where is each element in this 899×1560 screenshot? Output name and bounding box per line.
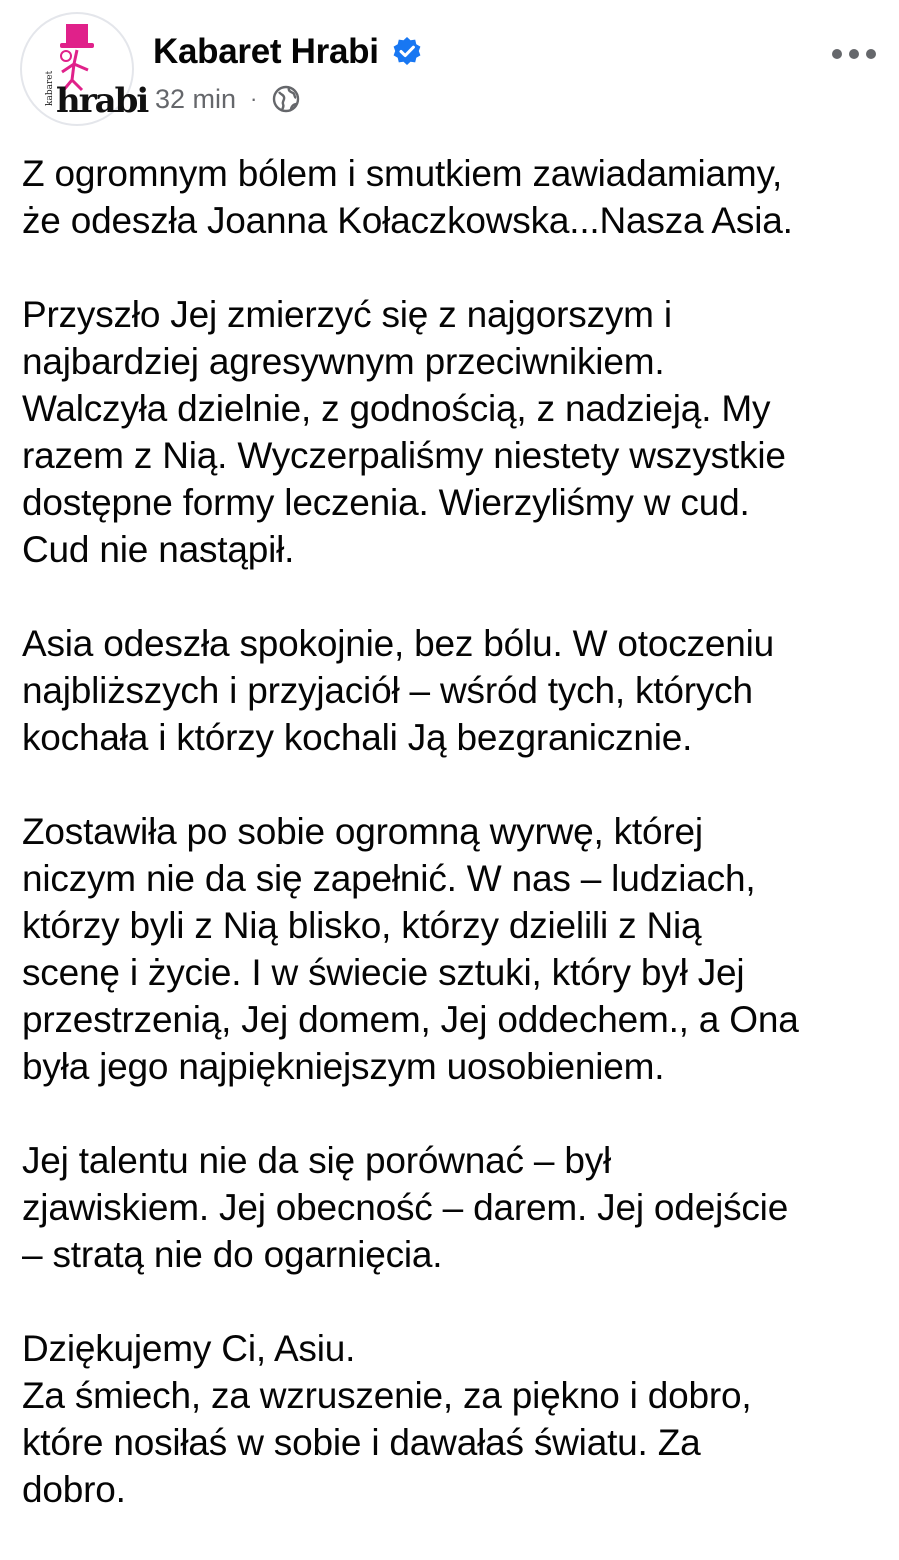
post-paragraph <box>22 1325 882 1513</box>
meta-separator: · <box>250 86 258 111</box>
text-line: najbardziej agresywnym przeciwnikiem. <box>22 341 665 382</box>
post-header <box>0 0 899 140</box>
avatar[interactable] <box>20 12 148 126</box>
text-line: Jej talentu nie da się porównać – był <box>22 1140 612 1181</box>
post-paragraph <box>22 291 882 573</box>
post-text <box>22 150 882 1560</box>
text-line: Z ogromnym bólem i smutkiem zawiadamiamy, <box>22 153 783 194</box>
text-line: Zostawiła po sobie ogromną wyrwę, której <box>22 811 703 852</box>
post-paragraph <box>22 150 882 244</box>
text-line: przestrzenią, Jej domem, Jej oddechem., a Ona <box>22 999 799 1040</box>
more-options-icon <box>830 47 878 61</box>
verified-badge-icon <box>391 36 423 68</box>
svg-text:hrabi: hrabi <box>56 81 148 121</box>
text-line: kochała i którzy kochali Ją bezgranicznie. <box>22 717 693 758</box>
page-name[interactable]: Kabaret Hrabi <box>153 32 379 71</box>
globe-icon[interactable] <box>271 84 301 114</box>
post-meta <box>155 82 301 116</box>
kabaret-hrabi-logo-icon <box>22 14 148 124</box>
text-line: – stratą nie do ogarnięcia. <box>22 1234 443 1275</box>
text-line: zjawiskiem. Jej obecność – darem. Jej odejście <box>22 1187 789 1228</box>
more-options-button[interactable] <box>826 32 882 76</box>
text-line: najbliższych i przyjaciół – wśród tych, których <box>22 670 753 711</box>
text-line: Walczyła dzielnie, z godnością, z nadzieją. My <box>22 388 771 429</box>
text-line: razem z Nią. Wyczerpaliśmy niestety wszystkie <box>22 435 786 476</box>
post-paragraph <box>22 1137 882 1278</box>
author-row <box>153 30 423 74</box>
text-line: Asia odeszła spokojnie, bez bólu. W otoczeniu <box>22 623 774 664</box>
text-line: Przyszło Jej zmierzyć się z najgorszym i <box>22 294 672 335</box>
text-line: że odeszła Joanna Kołaczkowska...Nasza Asia. <box>22 200 793 241</box>
text-line: Za śmiech, za wzruszenie, za piękno i dobro, <box>22 1375 752 1416</box>
text-line: Dziękujemy Ci, Asiu. <box>22 1328 356 1369</box>
text-line: Cud nie nastąpił. <box>22 529 295 570</box>
text-line: którzy byli z Nią blisko, którzy dzielili z Nią <box>22 905 702 946</box>
post-time[interactable]: 32 min <box>155 83 237 114</box>
svg-text:kabaret: kabaret <box>45 70 55 106</box>
post-paragraph <box>22 808 882 1090</box>
post-paragraph <box>22 620 882 761</box>
text-line: dostępne formy leczenia. Wierzyliśmy w cud. <box>22 482 750 523</box>
text-line: które nosiłaś w sobie i dawałaś światu. Za <box>22 1422 701 1463</box>
text-line: scenę i życie. I w świecie sztuki, który był Jej <box>22 952 745 993</box>
text-line: dobro. <box>22 1469 126 1510</box>
text-line: niczym nie da się zapełnić. W nas – ludziach, <box>22 858 756 899</box>
text-line: była jego najpiękniejszym uosobieniem. <box>22 1046 665 1087</box>
